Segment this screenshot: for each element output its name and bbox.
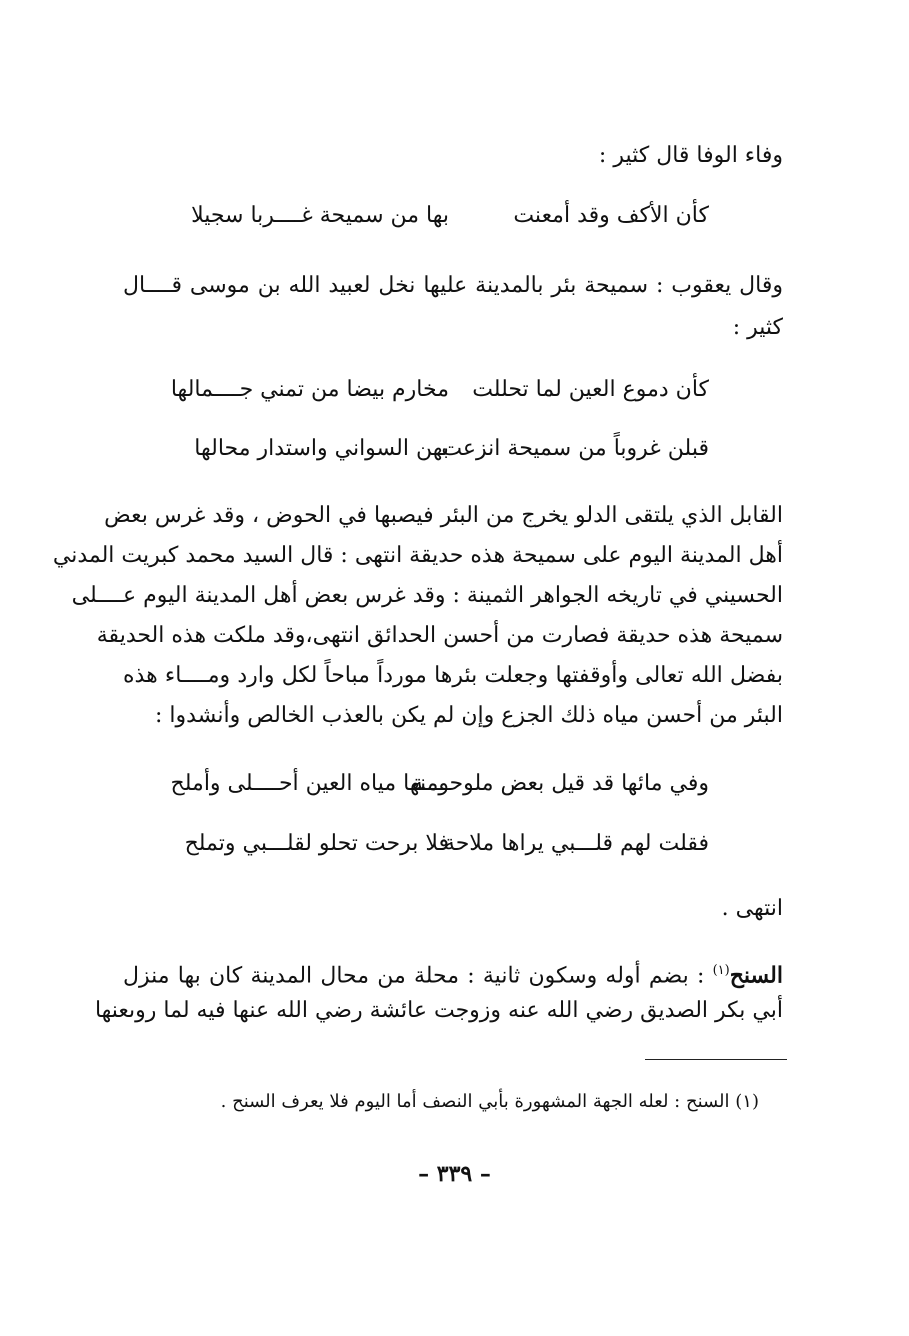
- verse-hemistich: فلا برحت تحلو لقلـــبي وتملح: [184, 831, 449, 856]
- text-line: وقال يعقوب : سميحة بئر بالمدينة عليها نخل لعبيد الله بن موسى قــــال: [123, 273, 783, 298]
- verse-hemistich: بهن السواني واستدار محالها: [194, 436, 449, 461]
- entry-text: : بضم أوله وسكون ثانية : محلة من محال المدينة كان بها منزل: [123, 963, 713, 989]
- text-line: أهل المدينة اليوم على سميحة هذه حديقة انتهى : قال السيد محمد كبريت المدني: [52, 543, 783, 568]
- text-line: وفاء الوفا قال كثير :: [598, 143, 783, 168]
- text-line: أبي بكر الصديق رضي الله عنه وزوجت عائشة رضي الله عنها فيه لما روىعنها: [94, 998, 783, 1023]
- text-line: سميحة هذه حديقة فصارت من أحسن الحدائق انتهى،وقد ملكت هذه الحديقة: [96, 623, 783, 648]
- text-line: القابل الذي يلتقى الدلو يخرج من البئر فيصبها في الحوض ، وقد غرس بعض: [104, 503, 783, 528]
- entry-heading: السنح: [729, 962, 783, 989]
- verse-hemistich: بها من سميحة غــــربا سجيلا: [191, 203, 449, 228]
- text-line: كثير :: [732, 315, 783, 340]
- footnote: (١) السنح : لعله الجهة المشهورة بأبي النصف أما اليوم فلا يعرف السنح .: [220, 1091, 759, 1112]
- verse-hemistich: كأن دموع العين لما تحللت: [472, 377, 709, 402]
- verse-hemistich: مخارم بيضا من تمني جــــمالها: [170, 377, 449, 402]
- text-line: [123, 955, 783, 992]
- footnote-divider: [645, 1059, 787, 1060]
- text-line: البئر من أحسن مياه ذلك الجزع وإن لم يكن بالعذب الخالص وأنشدوا :: [155, 703, 783, 728]
- verse-hemistich: فقلت لهم قلـــبي يراها ملاحة: [443, 831, 709, 856]
- verse-hemistich: كأن الأكف وقد أمعنت: [513, 203, 709, 228]
- text-line: الحسيني في تاريخه الجواهر الثمينة : وقد غرس بعض أهل المدينة اليوم عــــلى: [71, 583, 783, 608]
- verse-hemistich: قبلن غروباً من سميحة انزعت: [441, 436, 709, 461]
- text-line: انتهى .: [721, 896, 783, 921]
- footnote-marker: (١): [712, 963, 730, 978]
- verse-hemistich: ومنها مياه العين أحــــلى وأملح: [170, 771, 449, 796]
- text-line: بفضل الله تعالى وأوقفتها وجعلت بئرها مورداً مباحاً لكل وارد ومــــاء هذه: [123, 663, 783, 688]
- page-number: – ٣٣٩ –: [418, 1161, 491, 1187]
- verse-hemistich: وفي مائها قد قيل بعض ملوحــــة: [411, 771, 709, 796]
